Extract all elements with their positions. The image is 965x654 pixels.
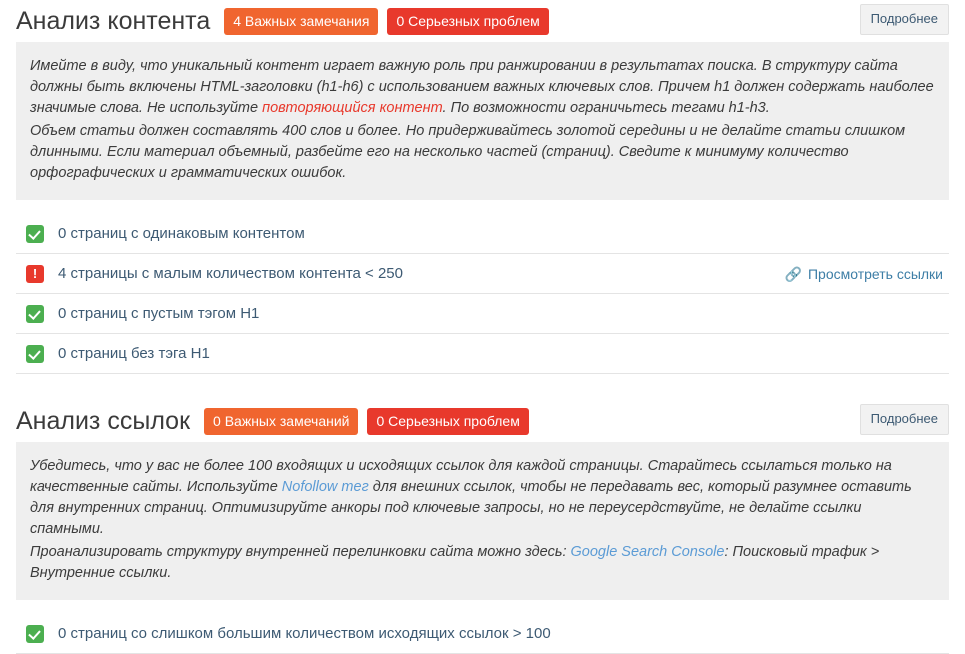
check-ok-icon — [26, 225, 44, 243]
info-panel-content — [16, 42, 949, 200]
info-paragraph-links-2 — [30, 542, 935, 584]
table-row — [16, 614, 949, 654]
status-badge-warnings: 4 Важных замечания — [224, 8, 378, 35]
status-badge-warnings-links: 0 Важных замечаний — [204, 408, 358, 435]
status-badge-errors: 0 Серьезных проблем — [387, 8, 548, 35]
row-label: 0 страниц со слишком большим количеством исходящих ссылок > 100 — [58, 624, 551, 642]
info-paragraph-2: Объем статьи должен составлять 400 слов и более. Но придерживайтесь золотой середины и не делайте статьи слишком длинными. Если материал объемный, разбейте его на несколько частей (страниц). Сведите к минимуму количество орфографических и грамматических ошибок. — [30, 123, 906, 181]
info-text-2a: Убедитесь, что у вас не более 100 входящих и исходящих ссылок для каждой страницы. Старайтесь ссылаться только на качественные сайты. Используйте — [30, 458, 892, 495]
section-header-content — [16, 0, 949, 42]
duplicate-content-link[interactable]: повторяющийся контент — [262, 100, 443, 116]
nofollow-tag-link[interactable]: Nofollow тег — [281, 479, 369, 495]
info-text-3a: Проанализировать структуру внутренней перелинковки сайта можно здесь: — [30, 544, 571, 560]
info-text-3b: : Поисковый трафик > Внутренние ссылки. — [30, 544, 880, 581]
status-badge-errors-links: 0 Серьезных проблем — [367, 408, 528, 435]
page-title: Анализ контента — [16, 7, 211, 35]
info-text-1a: Имейте в виду, что уникальный контент играет важную роль при ранжировании в результатах поиска. В структуру сайта должны быть включены HTML-заголовки (h1-h6) с использованием важных ключевых слов. Причем h1 должен содержать наиболее значимые слова. Не используйте — [30, 58, 934, 116]
check-ok-icon — [26, 305, 44, 323]
table-row — [16, 254, 949, 294]
info-text-2b: для внешних ссылок, чтобы не передавать вес, который разумнее оставить для внутренних страниц. Оптимизируйте анкоры под ключевые запросы, но не переусердствуйте, не делайте ссылки спамными. — [30, 479, 912, 537]
section-divider-space — [16, 374, 949, 400]
row-label: 0 страниц без тэга H1 — [58, 344, 210, 362]
row-label: 4 страницы с малым количеством контента < 250 — [58, 264, 403, 282]
check-ok-icon — [26, 345, 44, 363]
google-search-console-link[interactable]: Google Search Console — [570, 544, 725, 560]
details-button-content[interactable]: Подробнее — [860, 4, 949, 35]
page-title-links: Анализ ссылок — [16, 407, 191, 435]
check-list-content — [16, 214, 949, 374]
details-button-links[interactable]: Подробнее — [860, 404, 949, 435]
view-links-label: Просмотреть ссылки — [807, 265, 943, 282]
table-row — [16, 294, 949, 334]
chain-link-icon: 🔗 — [784, 265, 802, 282]
info-panel-links — [16, 442, 949, 600]
row-label: 0 страниц с одинаковым контентом — [58, 224, 305, 242]
section-header-links — [16, 400, 949, 442]
info-text-1b: . По возможности ограничьтесь тегами h1-h3. — [442, 100, 770, 116]
check-ok-icon — [26, 625, 44, 643]
table-row — [16, 214, 949, 254]
row-label: 0 страниц с пустым тэгом H1 — [58, 304, 260, 322]
info-paragraph-1 — [30, 56, 935, 119]
check-list-links — [16, 614, 949, 654]
table-row — [16, 334, 949, 374]
info-paragraph-links-1 — [30, 456, 935, 540]
alert-exclamation-icon — [26, 265, 44, 283]
view-links-action[interactable] — [785, 266, 943, 282]
